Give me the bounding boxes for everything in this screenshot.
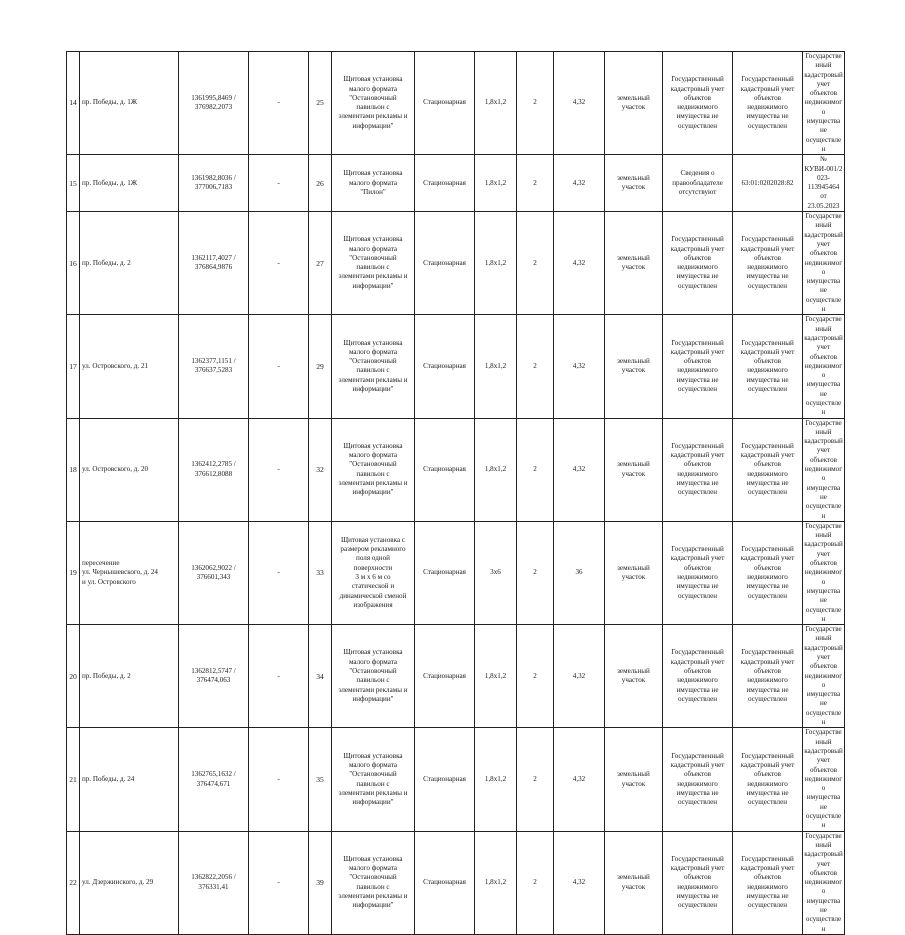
extract-cell-text: Государственный кадастровый учет объектов недвижимого имущества не осуществлен	[804, 728, 843, 830]
address-cell-text: пр. Победы, д. 1Ж	[82, 98, 138, 107]
address-cell	[80, 521, 179, 624]
coordinates-cell-text: 1362765,1632 / 376474,671	[191, 770, 236, 788]
table-row	[67, 52, 845, 155]
area-cell-text: 4,32	[572, 671, 586, 680]
land-type-cell-text: земельный участок	[617, 460, 650, 478]
structure-number-cell-text: 27	[316, 258, 324, 268]
row-number-text: 21	[69, 774, 77, 784]
table-row	[67, 831, 845, 934]
empty-cell-text: -	[277, 178, 280, 187]
placement-kind-cell-text: Стационарная	[423, 878, 466, 887]
cadastral-cell	[733, 155, 803, 212]
coordinates-cell-text: 1362812,5747 / 376474,063	[191, 666, 236, 685]
extract-cell	[803, 728, 845, 831]
address-cell	[80, 155, 179, 212]
placement-kind-cell	[415, 625, 475, 728]
rights-holder-cell	[663, 831, 733, 934]
structure-number-cell	[309, 315, 332, 418]
land-type-cell	[605, 52, 663, 155]
size-cell	[475, 521, 517, 624]
address-cell-text: ул. Дзержинского, д. 29	[82, 878, 154, 887]
rights-holder-cell-text: Государственный кадастровый учет объектов недвижимого имущества не осуществлен	[670, 235, 725, 290]
cadastral-cell-text: Государственный кадастровый учет объектов недвижимого имущества не осуществлен	[740, 648, 795, 703]
rights-holder-cell	[663, 155, 733, 212]
address-cell-text: пр. Победы, д. 2	[82, 258, 131, 267]
size-cell-text: 1,8x1,2	[484, 774, 507, 783]
sides-count-cell-text: 2	[533, 361, 537, 370]
placement-kind-cell	[415, 831, 475, 934]
placement-kind-cell-text: Стационарная	[423, 258, 466, 267]
row-number-text: 19	[69, 568, 77, 578]
address-cell-text: пр. Победы, д. 24	[82, 774, 135, 783]
size-cell	[475, 625, 517, 728]
extract-cell	[803, 315, 845, 418]
size-cell	[475, 728, 517, 831]
structure-type-cell-text: Щитовая установка малого формата "Остановочный павильон с элементами рекламы и информации"	[338, 854, 408, 910]
empty-cell	[249, 315, 309, 418]
sides-count-cell	[517, 625, 554, 728]
extract-cell-text: Государственный кадастровый учет объектов недвижимого имущества не осуществлен	[804, 52, 843, 153]
sides-count-cell	[517, 155, 554, 212]
area-cell	[554, 831, 605, 934]
address-cell	[80, 418, 179, 521]
row-number	[67, 831, 80, 934]
placement-kind-cell-text: Стационарная	[423, 568, 466, 577]
structure-number-cell	[309, 418, 332, 521]
row-number	[67, 52, 80, 155]
extract-cell	[803, 831, 845, 934]
structure-type-cell	[332, 728, 415, 831]
empty-cell	[249, 831, 309, 934]
empty-cell-text: -	[277, 361, 280, 370]
sides-count-cell	[517, 212, 554, 315]
sides-count-cell	[517, 315, 554, 418]
empty-cell	[249, 212, 309, 315]
empty-cell	[249, 728, 309, 831]
empty-cell-text: -	[277, 568, 280, 577]
land-type-cell	[605, 831, 663, 934]
area-cell-text: 4,32	[572, 361, 586, 370]
coordinates-cell-text: 1361995,8469 / 376982,2073	[191, 93, 236, 112]
structure-type-cell	[332, 155, 415, 212]
structure-number-cell-text: 35	[316, 774, 324, 784]
rights-holder-cell-text: Государственный кадастровый учет объектов недвижимого имущества не осуществлен	[670, 751, 725, 807]
structure-number-cell	[309, 831, 332, 934]
row-number-text: 17	[69, 361, 77, 371]
row-number-text: 20	[69, 671, 77, 681]
sides-count-cell	[517, 521, 554, 624]
empty-cell-text: -	[277, 258, 280, 267]
cadastral-cell	[733, 625, 803, 728]
structure-type-cell	[332, 418, 415, 521]
placement-kind-cell	[415, 212, 475, 315]
area-cell	[554, 315, 605, 418]
cadastral-cell-text: Государственный кадастровый учет объектов недвижимого имущества не осуществлен	[740, 75, 795, 130]
empty-cell-text: -	[277, 878, 280, 887]
cadastral-cell	[733, 212, 803, 315]
land-type-cell	[605, 418, 663, 521]
extract-cell	[803, 155, 845, 212]
coordinates-cell	[179, 315, 249, 418]
sides-count-cell-text: 2	[533, 258, 537, 267]
structure-number-cell	[309, 521, 332, 624]
extract-cell-text: Государственный кадастровый учет объектов недвижимого имущества не осуществлен	[804, 212, 843, 314]
placement-kind-cell	[415, 728, 475, 831]
area-cell	[554, 155, 605, 212]
empty-cell	[249, 155, 309, 212]
area-cell	[554, 52, 605, 155]
size-cell-text: 1,8x1,2	[484, 98, 507, 107]
sides-count-cell	[517, 418, 554, 521]
rights-holder-cell-text: Государственный кадастровый учет объектов недвижимого имущества не осуществлен	[670, 338, 725, 394]
placement-kind-cell	[415, 155, 475, 212]
land-type-cell	[605, 521, 663, 624]
area-cell	[554, 212, 605, 315]
empty-cell-text: -	[277, 98, 280, 107]
address-cell	[80, 831, 179, 934]
row-number-text: 18	[69, 465, 77, 475]
coordinates-cell	[179, 52, 249, 155]
table-row	[67, 418, 845, 521]
cadastral-cell	[733, 418, 803, 521]
rights-holder-cell	[663, 418, 733, 521]
empty-cell-text: -	[277, 774, 280, 783]
address-cell	[80, 52, 179, 155]
empty-cell	[249, 625, 309, 728]
rights-holder-cell-text: Государственный кадастровый учет объектов недвижимого имущества не осуществлен	[670, 441, 725, 497]
table-row	[67, 212, 845, 315]
extract-cell-text: Государственный кадастровый учет объектов недвижимого имущества не осуществлен	[804, 521, 843, 623]
sides-count-cell	[517, 52, 554, 155]
rights-holder-cell-text: Государственный кадастровый учет объектов недвижимого имущества не осуществлен	[670, 75, 725, 130]
cadastral-cell-text: Государственный кадастровый учет объектов недвижимого имущества не осуществлен	[740, 854, 795, 910]
register-table	[66, 51, 845, 935]
size-cell	[475, 315, 517, 418]
row-number	[67, 418, 80, 521]
address-cell	[80, 728, 179, 831]
size-cell	[475, 831, 517, 934]
structure-type-cell-text: Щитовая установка малого формата "Остановочный павильон с элементами рекламы и информации"	[338, 235, 408, 290]
rights-holder-cell	[663, 212, 733, 315]
row-number	[67, 315, 80, 418]
structure-type-cell	[332, 831, 415, 934]
area-cell	[554, 728, 605, 831]
empty-cell	[249, 418, 309, 521]
rights-holder-cell	[663, 315, 733, 418]
row-number-text: 14	[69, 98, 77, 108]
structure-type-cell	[332, 521, 415, 624]
land-type-cell	[605, 155, 663, 212]
sides-count-cell-text: 2	[533, 878, 537, 887]
extract-cell	[803, 418, 845, 521]
structure-type-cell-text: Щитовая установка малого формата "Пилон"	[343, 169, 403, 196]
address-cell-text: пересечение ул. Чернышевского, д. 24 и ул. Островского	[82, 559, 158, 586]
sides-count-cell	[517, 831, 554, 934]
land-type-cell-text: земельный участок	[617, 873, 650, 891]
structure-type-cell-text: Щитовая установка малого формата "Остановочный павильон с элементами рекламы и информации"	[338, 75, 408, 130]
structure-number-cell	[309, 52, 332, 155]
address-cell	[80, 625, 179, 728]
empty-cell-text: -	[277, 671, 280, 680]
coordinates-cell-text: 1362117,4027 / 376864,9876	[191, 253, 236, 272]
row-number	[67, 155, 80, 212]
address-cell	[80, 212, 179, 315]
size-cell-text: 1,8x1,2	[484, 671, 507, 680]
row-number-text: 16	[69, 258, 77, 268]
land-type-cell-text: земельный участок	[617, 173, 650, 192]
land-type-cell	[605, 625, 663, 728]
address-cell	[80, 315, 179, 418]
rights-holder-cell	[663, 625, 733, 728]
structure-number-cell-text: 33	[316, 568, 324, 578]
coordinates-cell	[179, 418, 249, 521]
cadastral-cell	[733, 315, 803, 418]
rights-holder-cell-text: Государственный кадастровый учет объектов недвижимого имущества не осуществлен	[670, 854, 725, 910]
placement-kind-cell-text: Стационарная	[423, 98, 466, 107]
cadastral-cell-text: Государственный кадастровый учет объектов недвижимого имущества не осуществлен	[740, 338, 795, 394]
coordinates-cell-text: 1362412,2785 / 376612,8088	[191, 460, 236, 478]
cadastral-cell	[733, 52, 803, 155]
size-cell	[475, 418, 517, 521]
empty-cell	[249, 521, 309, 624]
size-cell-text: 1,8x1,2	[484, 178, 507, 187]
empty-cell	[249, 52, 309, 155]
land-type-cell-text: земельный участок	[617, 666, 650, 685]
extract-cell-text: Государственный кадастровый учет объектов недвижимого имущества не осуществлен	[804, 418, 843, 520]
structure-number-cell	[309, 728, 332, 831]
land-type-cell-text: земельный участок	[617, 357, 650, 375]
coordinates-cell	[179, 728, 249, 831]
land-type-cell-text: земельный участок	[617, 770, 650, 788]
coordinates-cell	[179, 831, 249, 934]
address-cell-text: пр. Победы, д. 2	[82, 671, 131, 680]
rights-holder-cell-text: Сведения о правообладателе отсутствуют	[672, 169, 723, 196]
coordinates-cell-text: 1362822,2056 / 376331,41	[191, 873, 236, 891]
placement-kind-cell	[415, 418, 475, 521]
coordinates-cell-text: 1361982,8036 / 377006,7183	[191, 173, 236, 192]
structure-type-cell-text: Щитовая установка с размером рекламного поля одной поверхности 3 м х 6 м со статической и динамической сменой изображения	[339, 535, 407, 609]
land-type-cell-text: земельный участок	[617, 253, 650, 272]
address-cell-text: пр. Победы, д. 1Ж	[82, 178, 138, 187]
rights-holder-cell-text: Государственный кадастровый учет объектов недвижимого имущества не осуществлен	[670, 545, 725, 600]
sides-count-cell	[517, 728, 554, 831]
structure-number-cell-text: 39	[316, 878, 324, 888]
structure-number-cell-text: 25	[316, 98, 324, 108]
land-type-cell	[605, 728, 663, 831]
area-cell-text: 4,32	[572, 98, 586, 107]
extract-cell	[803, 212, 845, 315]
area-cell-text: 4,32	[572, 465, 586, 474]
area-cell-text: 36	[575, 568, 583, 577]
size-cell-text: 3x6	[490, 568, 501, 577]
land-type-cell	[605, 212, 663, 315]
placement-kind-cell-text: Стационарная	[423, 774, 466, 783]
size-cell	[475, 155, 517, 212]
extract-cell	[803, 625, 845, 728]
sides-count-cell-text: 2	[533, 774, 537, 783]
land-type-cell	[605, 315, 663, 418]
cadastral-cell-text: Государственный кадастровый учет объектов недвижимого имущества не осуществлен	[740, 441, 795, 497]
placement-kind-cell-text: Стационарная	[423, 361, 466, 370]
extract-cell-text: № КУВИ-001/2023- 113945464 от 23.05.2023	[804, 155, 843, 210]
sides-count-cell-text: 2	[533, 671, 537, 680]
structure-type-cell	[332, 52, 415, 155]
row-number-text: 22	[69, 878, 77, 888]
placement-kind-cell-text: Стационарная	[423, 465, 466, 474]
placement-kind-cell-text: Стационарная	[423, 671, 466, 680]
row-number	[67, 521, 80, 624]
cadastral-cell-text: Государственный кадастровый учет объектов недвижимого имущества не осуществлен	[740, 235, 795, 290]
empty-cell-text: -	[277, 465, 280, 474]
table-row	[67, 625, 845, 728]
coordinates-cell	[179, 625, 249, 728]
structure-type-cell-text: Щитовая установка малого формата "Остановочный павильон с элементами рекламы и информации"	[338, 751, 408, 807]
area-cell	[554, 521, 605, 624]
cadastral-cell	[733, 831, 803, 934]
placement-kind-cell	[415, 52, 475, 155]
coordinates-cell	[179, 212, 249, 315]
cadastral-cell-text: 63:01:0202028:82	[741, 178, 794, 187]
rights-holder-cell-text: Государственный кадастровый учет объектов недвижимого имущества не осуществлен	[670, 648, 725, 703]
address-cell-text: ул. Островского, д. 21	[82, 361, 149, 370]
coordinates-cell-text: 1362377,1151 / 376637,5283	[191, 357, 236, 375]
rights-holder-cell	[663, 521, 733, 624]
area-cell-text: 4,32	[572, 774, 586, 783]
cadastral-cell-text: Государственный кадастровый учет объектов недвижимого имущества не осуществлен	[740, 751, 795, 807]
structure-type-cell-text: Щитовая установка малого формата "Остановочный павильон с элементами рекламы и информации"	[338, 648, 408, 703]
placement-kind-cell-text: Стационарная	[423, 178, 466, 187]
extract-cell	[803, 52, 845, 155]
size-cell-text: 1,8x1,2	[484, 878, 507, 887]
structure-number-cell	[309, 155, 332, 212]
row-number	[67, 728, 80, 831]
land-type-cell-text: земельный участок	[617, 563, 650, 581]
structure-type-cell-text: Щитовая установка малого формата "Остановочный павильон с элементами рекламы и информации"	[338, 441, 408, 497]
extract-cell	[803, 521, 845, 624]
coordinates-cell	[179, 521, 249, 624]
address-cell-text: ул. Островского, д. 20	[82, 465, 149, 474]
structure-number-cell	[309, 212, 332, 315]
extract-cell-text: Государственный кадастровый учет объектов недвижимого имущества не осуществлен	[804, 315, 843, 417]
extract-cell-text: Государственный кадастровый учет объектов недвижимого имущества не осуществлен	[804, 625, 843, 727]
table-row	[67, 728, 845, 831]
land-type-cell-text: земельный участок	[617, 93, 650, 112]
structure-number-cell-text: 29	[316, 361, 324, 371]
row-number-text: 15	[69, 178, 77, 188]
sides-count-cell-text: 2	[533, 178, 537, 187]
size-cell	[475, 212, 517, 315]
cadastral-cell	[733, 521, 803, 624]
coordinates-cell	[179, 155, 249, 212]
area-cell-text: 4,32	[572, 178, 586, 187]
cadastral-cell-text: Государственный кадастровый учет объектов недвижимого имущества не осуществлен	[740, 545, 795, 600]
size-cell-text: 1,8x1,2	[484, 361, 507, 370]
rights-holder-cell	[663, 52, 733, 155]
area-cell-text: 4,32	[572, 878, 586, 887]
row-number	[67, 212, 80, 315]
structure-number-cell-text: 34	[316, 671, 324, 681]
sides-count-cell-text: 2	[533, 465, 537, 474]
rights-holder-cell	[663, 728, 733, 831]
placement-kind-cell	[415, 315, 475, 418]
structure-type-cell-text: Щитовая установка малого формата "Остановочный павильон с элементами рекламы и информации"	[338, 338, 408, 394]
structure-number-cell-text: 26	[316, 178, 324, 188]
table-row	[67, 521, 845, 624]
structure-type-cell	[332, 625, 415, 728]
structure-number-cell-text: 32	[316, 465, 324, 475]
size-cell-text: 1,8x1,2	[484, 465, 507, 474]
sides-count-cell-text: 2	[533, 98, 537, 107]
table-row	[67, 315, 845, 418]
table-row	[67, 155, 845, 212]
area-cell	[554, 418, 605, 521]
structure-type-cell	[332, 315, 415, 418]
size-cell-text: 1,8x1,2	[484, 258, 507, 267]
structure-type-cell	[332, 212, 415, 315]
extract-cell-text: Государственный кадастровый учет объектов недвижимого имущества не осуществлен	[804, 831, 843, 933]
cadastral-cell	[733, 728, 803, 831]
row-number	[67, 625, 80, 728]
coordinates-cell-text: 1362062,9022 / 376601,343	[191, 563, 236, 581]
sides-count-cell-text: 2	[533, 568, 537, 577]
structure-number-cell	[309, 625, 332, 728]
area-cell-text: 4,32	[572, 258, 586, 267]
placement-kind-cell	[415, 521, 475, 624]
size-cell	[475, 52, 517, 155]
area-cell	[554, 625, 605, 728]
